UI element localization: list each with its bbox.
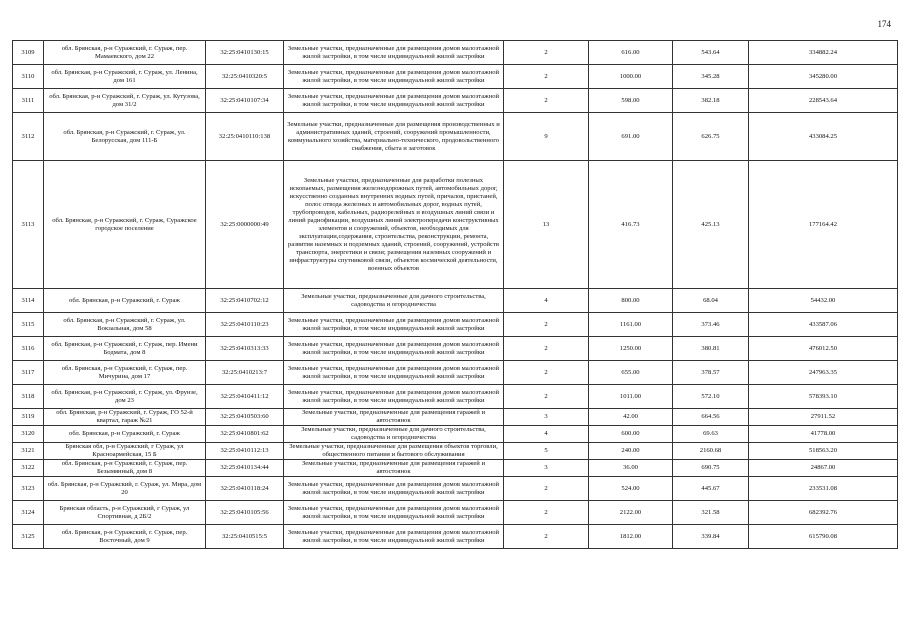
use-group-cell: 3 xyxy=(504,409,589,426)
use-group-cell: 13 xyxy=(504,161,589,289)
row-number: 3122 xyxy=(13,460,44,477)
area-cell: 2122.00 xyxy=(589,501,673,525)
address-cell: обл. Брянская, р-н Суражский, г. Сураж xyxy=(44,289,206,313)
area-cell: 42.00 xyxy=(589,409,673,426)
area-cell: 1000.00 xyxy=(589,65,673,89)
cadastral-value-cell: 682392.76 xyxy=(749,501,898,525)
land-use-cell: Земельные участки, предназначенные для размещения домов малоэтажной жилой застройки, в том числе индивидуальной жилой застройки xyxy=(284,385,504,409)
area-cell: 598.00 xyxy=(589,89,673,113)
page-number: 174 xyxy=(877,19,891,29)
use-group-cell: 4 xyxy=(504,426,589,443)
area-cell: 600.00 xyxy=(589,426,673,443)
land-use-cell: Земельные участки, предназначенные для размещения домов малоэтажной жилой застройки, в том числе индивидуальной жилой застройки xyxy=(284,477,504,501)
address-cell: Брянская обл, р-н Суражский, г Сураж, ул Красноармейская, 15 Б xyxy=(44,443,206,460)
row-number: 3110 xyxy=(13,65,44,89)
cadastral-value-cell: 24867.00 xyxy=(749,460,898,477)
row-number: 3117 xyxy=(13,361,44,385)
row-number: 3120 xyxy=(13,426,44,443)
address-cell: обл. Брянская, р-н Суражский, г. Сураж, пер. Восточный, дом 9 xyxy=(44,525,206,549)
row-number: 3123 xyxy=(13,477,44,501)
cadastral-value-cell: 345280.00 xyxy=(749,65,898,89)
land-use-cell: Земельные участки, предназначенные для разработки полезных ископаемых, размещения железнодорожных путей, автомобильных дорог, искусственно созданных внутренних водных путей, причалов, пристаней, полос отвода железных и автомобильных дорог, водных путей, трубопроводов, кабельных, радиорелейных и воздушных линий связи и линий радиофикации, воздушных линий электропередачи конструктивных элементов и сооружений, объектов, необходимых для эксплуатации,содержания, строительства, реконструкции, ремонта, развития наземных и подземных зданий, строений, сооружений, устройств транспорта, энергетики и связи; размещения наземных сооружений и инфраструктуры спутниковой связи, объектов космической деятельности, военных объектов xyxy=(284,161,504,289)
use-group-cell: 2 xyxy=(504,313,589,337)
specific-value-cell: 69.63 xyxy=(673,426,749,443)
land-use-cell: Земельные участки, предназначенные для дачного строительства, садоводства и огородничества xyxy=(284,289,504,313)
address-cell: Брянская область, р-н Суражский, г Сураж, ул Спортивная, д 2Б/2 xyxy=(44,501,206,525)
use-group-cell: 9 xyxy=(504,113,589,161)
cadastral-value-cell: 433587.06 xyxy=(749,313,898,337)
row-number: 3115 xyxy=(13,313,44,337)
use-group-cell: 2 xyxy=(504,337,589,361)
land-registry-table xyxy=(12,40,898,549)
land-use-cell: Земельные участки, предназначенные для размещения домов малоэтажной жилой застройки, в том числе индивидуальной жилой застройки xyxy=(284,361,504,385)
cadastral-value-cell: 518563.20 xyxy=(749,443,898,460)
row-number: 3118 xyxy=(13,385,44,409)
cadastral-value-cell: 27911.52 xyxy=(749,409,898,426)
cadastral-number-cell: 32:25:0410130:15 xyxy=(206,41,284,65)
specific-value-cell: 543.64 xyxy=(673,41,749,65)
specific-value-cell: 445.67 xyxy=(673,477,749,501)
table-row xyxy=(13,161,898,289)
use-group-cell: 2 xyxy=(504,41,589,65)
row-number: 3111 xyxy=(13,89,44,113)
use-group-cell: 2 xyxy=(504,89,589,113)
specific-value-cell: 68.04 xyxy=(673,289,749,313)
land-use-cell: Земельные участки, предназначенные для размещения объектов торговли, общественного питания и бытового обслуживания xyxy=(284,443,504,460)
area-cell: 655.00 xyxy=(589,361,673,385)
row-number: 3121 xyxy=(13,443,44,460)
cadastral-number-cell: 32:25:0410702:12 xyxy=(206,289,284,313)
cadastral-value-cell: 334882.24 xyxy=(749,41,898,65)
cadastral-value-cell: 433084.25 xyxy=(749,113,898,161)
cadastral-number-cell: 32:25:0410110:138 xyxy=(206,113,284,161)
address-cell: обл. Брянская, р-н Суражский, г. Сураж, пер. Имени Бодмата, дом 8 xyxy=(44,337,206,361)
table-row xyxy=(13,337,898,361)
use-group-cell: 2 xyxy=(504,501,589,525)
cadastral-number-cell: 32:25:0410213:7 xyxy=(206,361,284,385)
address-cell: обл. Брянская, р-н Суражский, г. Сураж, пер. Мамаевского, дом 22 xyxy=(44,41,206,65)
address-cell: обл. Брянская, р-н Суражский, г. Сураж, ул. Мира, дом 20 xyxy=(44,477,206,501)
table-body xyxy=(13,41,898,549)
land-use-cell: Земельные участки, предназначенные для размещения производственных и административных зданий, строений, сооружений промышленности, коммунального хозяйства, материально-технического, продовольственного снабжения, сбыта и заготовок xyxy=(284,113,504,161)
table-row xyxy=(13,460,898,477)
table-row xyxy=(13,361,898,385)
use-group-cell: 5 xyxy=(504,443,589,460)
land-use-cell: Земельные участки, предназначенные для размещения домов малоэтажной жилой застройки, в том числе индивидуальной жилой застройки xyxy=(284,89,504,113)
cadastral-value-cell: 476012.50 xyxy=(749,337,898,361)
area-cell: 1250.00 xyxy=(589,337,673,361)
area-cell: 1011.00 xyxy=(589,385,673,409)
land-use-cell: Земельные участки, предназначенные для размещения домов малоэтажной жилой застройки, в том числе индивидуальной жилой застройки xyxy=(284,65,504,89)
table-row xyxy=(13,501,898,525)
cadastral-value-cell: 578393.10 xyxy=(749,385,898,409)
specific-value-cell: 425.13 xyxy=(673,161,749,289)
table-row xyxy=(13,443,898,460)
land-use-cell: Земельные участки, предназначенные для дачного строительства, садоводства и огородничества xyxy=(284,426,504,443)
land-use-cell: Земельные участки, предназначенные для размещения домов малоэтажной жилой застройки, в том числе индивидуальной жилой застройки xyxy=(284,525,504,549)
land-use-cell: Земельные участки, предназначенные для размещения гаражей и автостоянок xyxy=(284,409,504,426)
area-cell: 524.00 xyxy=(589,477,673,501)
table-row xyxy=(13,289,898,313)
address-cell: обл. Брянская, р-н Суражский, г. Сураж, пер. Безымянный, дом 8 xyxy=(44,460,206,477)
row-number: 3109 xyxy=(13,41,44,65)
cadastral-number-cell: 32:25:0410110:23 xyxy=(206,313,284,337)
specific-value-cell: 380.81 xyxy=(673,337,749,361)
cadastral-number-cell: 32:25:0410801:62 xyxy=(206,426,284,443)
specific-value-cell: 378.57 xyxy=(673,361,749,385)
cadastral-number-cell: 32:25:0410118:24 xyxy=(206,477,284,501)
cadastral-value-cell: 177164.42 xyxy=(749,161,898,289)
specific-value-cell: 690.75 xyxy=(673,460,749,477)
table-row xyxy=(13,385,898,409)
land-use-cell: Земельные участки, предназначенные для размещения домов малоэтажной жилой застройки, в том числе индивидуальной жилой застройки xyxy=(284,337,504,361)
row-number: 3113 xyxy=(13,161,44,289)
table-row xyxy=(13,477,898,501)
specific-value-cell: 382.18 xyxy=(673,89,749,113)
address-cell: обл. Брянская, р-н Суражский, г. Сураж, ГО 52-й квартал, гараж №21 xyxy=(44,409,206,426)
row-number: 3119 xyxy=(13,409,44,426)
address-cell: обл. Брянская, р-н Суражский, г. Сураж, ул. Белорусская, дом 111-Б xyxy=(44,113,206,161)
use-group-cell: 2 xyxy=(504,361,589,385)
cadastral-value-cell: 615790.08 xyxy=(749,525,898,549)
land-use-cell: Земельные участки, предназначенные для размещения гаражей и автостоянок xyxy=(284,460,504,477)
table-row xyxy=(13,525,898,549)
cadastral-number-cell: 32:25:0000000:49 xyxy=(206,161,284,289)
cadastral-number-cell: 32:25:0410411:12 xyxy=(206,385,284,409)
cadastral-value-cell: 54432.00 xyxy=(749,289,898,313)
address-cell: обл. Брянская, р-н Суражский, г. Сураж, ул. Кутузова, дом 31/2 xyxy=(44,89,206,113)
cadastral-value-cell: 247963.35 xyxy=(749,361,898,385)
area-cell: 616.00 xyxy=(589,41,673,65)
table-row xyxy=(13,65,898,89)
table-row xyxy=(13,313,898,337)
cadastral-number-cell: 32:25:0410313:33 xyxy=(206,337,284,361)
address-cell: обл. Брянская, р-н Суражский, г. Сураж, ул. Фрунзе, дом 23 xyxy=(44,385,206,409)
specific-value-cell: 626.75 xyxy=(673,113,749,161)
cadastral-number-cell: 32:25:0410112:13 xyxy=(206,443,284,460)
area-cell: 240.00 xyxy=(589,443,673,460)
row-number: 3112 xyxy=(13,113,44,161)
address-cell: обл. Брянская, р-н Суражский, г. Сураж, ул. Ленина, дом 161 xyxy=(44,65,206,89)
specific-value-cell: 664.56 xyxy=(673,409,749,426)
address-cell: обл. Брянская, р-н Суражский, г. Сураж xyxy=(44,426,206,443)
specific-value-cell: 2160.68 xyxy=(673,443,749,460)
use-group-cell: 2 xyxy=(504,477,589,501)
specific-value-cell: 339.84 xyxy=(673,525,749,549)
cadastral-number-cell: 32:25:0410515:5 xyxy=(206,525,284,549)
row-number: 3116 xyxy=(13,337,44,361)
area-cell: 800.00 xyxy=(589,289,673,313)
table-row xyxy=(13,41,898,65)
area-cell: 1812.00 xyxy=(589,525,673,549)
cadastral-number-cell: 32:25:0410503:60 xyxy=(206,409,284,426)
cadastral-number-cell: 32:25:0410134:44 xyxy=(206,460,284,477)
specific-value-cell: 572.10 xyxy=(673,385,749,409)
cadastral-number-cell: 32:25:0410105:56 xyxy=(206,501,284,525)
row-number: 3125 xyxy=(13,525,44,549)
address-cell: обл. Брянская, р-н Суражский, г. Сураж, Суражское городское поселение xyxy=(44,161,206,289)
area-cell: 36.00 xyxy=(589,460,673,477)
cadastral-number-cell: 32:25:0410320:5 xyxy=(206,65,284,89)
area-cell: 691.00 xyxy=(589,113,673,161)
table-row xyxy=(13,409,898,426)
specific-value-cell: 321.58 xyxy=(673,501,749,525)
specific-value-cell: 373.46 xyxy=(673,313,749,337)
use-group-cell: 3 xyxy=(504,460,589,477)
address-cell: обл. Брянская, р-н Суражский, г. Сураж, ул. Вокзальная, дом 58 xyxy=(44,313,206,337)
table-row xyxy=(13,89,898,113)
address-cell: обл. Брянская, р-н Суражский, г. Сураж, пер. Мичурина, дом 17 xyxy=(44,361,206,385)
use-group-cell: 2 xyxy=(504,65,589,89)
specific-value-cell: 345.28 xyxy=(673,65,749,89)
table-row xyxy=(13,113,898,161)
cadastral-value-cell: 233531.08 xyxy=(749,477,898,501)
land-use-cell: Земельные участки, предназначенные для размещения домов малоэтажной жилой застройки, в том числе индивидуальной жилой застройки xyxy=(284,501,504,525)
cadastral-value-cell: 41778.00 xyxy=(749,426,898,443)
land-use-cell: Земельные участки, предназначенные для размещения домов малоэтажной жилой застройки, в том числе индивидуальной жилой застройки xyxy=(284,41,504,65)
row-number: 3114 xyxy=(13,289,44,313)
land-use-cell: Земельные участки, предназначенные для размещения домов малоэтажной жилой застройки, в том числе индивидуальной жилой застройки xyxy=(284,313,504,337)
use-group-cell: 2 xyxy=(504,385,589,409)
area-cell: 1161.00 xyxy=(589,313,673,337)
cadastral-value-cell: 228543.64 xyxy=(749,89,898,113)
row-number: 3124 xyxy=(13,501,44,525)
use-group-cell: 2 xyxy=(504,525,589,549)
use-group-cell: 4 xyxy=(504,289,589,313)
cadastral-number-cell: 32:25:0410107:34 xyxy=(206,89,284,113)
table-row xyxy=(13,426,898,443)
area-cell: 416.73 xyxy=(589,161,673,289)
